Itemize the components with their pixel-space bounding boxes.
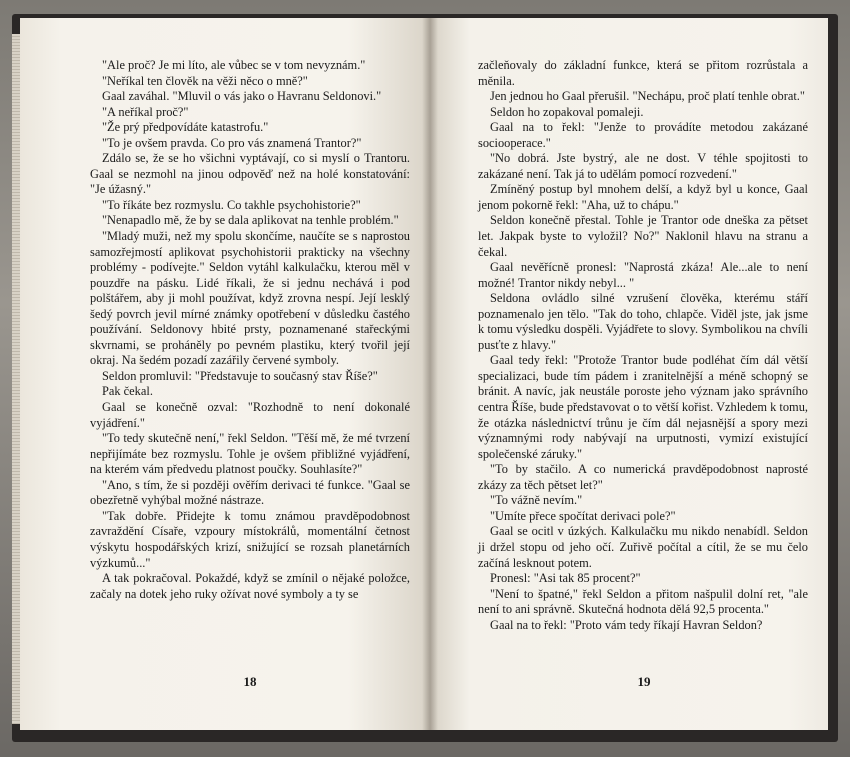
paragraph: Gaal se ocitl v úzkých. Kalkulačku mu nikdo nenabídl. Seldon ji držel stopu od jeho očí. Zuřivě počítal a cítil, že se mu čelo začíná lesknout potem. (478, 524, 808, 570)
paragraph: "To vážně nevím." (490, 493, 583, 508)
paragraph: "Není to špatné," řekl Seldon a přitom našpulil dolní ret, "ale není to ani správně. Skutečná hodnota dělá 92,5 procenta." (478, 586, 808, 617)
right-page-text (478, 58, 808, 633)
paragraph: "Mladý muži, než my spolu skončíme, naučíte se s naprostou samozřejmostí aplikovat psychohistorii prakticky na všechny problémy - podívejte." Seldon vytáhl kalkulačku, kterou měl v pouzdře na pásku. Lidé říkali, že si jednu nechává i pod polštářem, aby ji mohl používat, když zrovna nespí. Její lesklý šedý povrch jevil mírné známky opotřebení v důsledku častého používání. Seldonovy hbité prsty, poznamenané stařeckými skvrnami, se proháněly po pevném plastiku, který tvořil její okraj. Na šedém pozadí zazářily červené symboly. (90, 229, 410, 368)
paragraph: "Ano, s tím, že si později ověřím derivaci té funkce. "Gaal se obezřetně vyhýbal možné nástraze. (90, 477, 410, 508)
left-page-text (90, 58, 410, 602)
paragraph: "To tedy skutečně není," řekl Seldon. "Těší mě, že mé tvrzení nepřijímáte bez rozmyslu. Tohle je ovšem přibližné vyjádření, na kterém vám předvedu platnost poučky. Souhlasíte?" (90, 431, 410, 477)
paragraph: Gaal nevěřícně pronesl: "Naprostá zkáza! Ale...ale to není možné! Trantor nikdy nebyl... " (478, 260, 808, 290)
paragraph: "Ale proč? Je mi líto, ale vůbec se v tom nevyznám." (102, 58, 366, 72)
paragraph: "Neříkal ten člověk na věži něco o mně?" (102, 73, 308, 88)
paragraph: Gaal zaváhal. "Mluvil o vás jako o Havranu Seldonovi." (102, 89, 382, 104)
page-number-right: 19 (637, 674, 651, 689)
paragraph: Gaal tedy řekl: "Protože Trantor bude podléhat čím dál větší specializaci, bude tím pádem i zranitelnější a méně schopný se bránit. A navíc, jak neustále poroste jeho význam jako správního centra Říše, bude představovat o to větší kořist. Vzhledem k tomu, že otázka následnictví trůnu je čím dál nejasnější a spory mezi významnými rody nabývají na urputnosti, vymizí existující společenské záruky." (478, 353, 808, 461)
left-page (20, 18, 430, 730)
paragraph: Zmíněný postup byl mnohem delší, a když byl u konce, Gaal jenom pokorně řekl: "Aha, už to chápu." (478, 182, 808, 212)
paragraph: Gaal na to řekl: "Proto vám tedy říkají Havran Seldon? (490, 617, 763, 632)
paragraph: "A neříkal proč?" (102, 104, 189, 119)
paragraph: Pak čekal. (102, 384, 153, 399)
paragraph: Pronesl: "Asi tak 85 procent?" (490, 571, 641, 586)
paragraph: Zdálo se, že se ho všichni vyptávají, co si myslí o Trantoru. Gaal se nezmohl na jinou odpověď než na holé konstatování: "Je úžasný." (90, 151, 410, 197)
paragraph: začleňovaly do základní funkce, která se přitom rozrůstala a měnila. (478, 58, 808, 88)
paragraph: "No dobrá. Jste bystrý, ale ne dost. V téhle spojitosti to zakázané není. Tak já to udělám pomocí rozvedení." (478, 151, 808, 181)
page-number-left: 18 (243, 674, 257, 689)
paragraph: Jen jednou ho Gaal přerušil. "Nechápu, proč platí tenhle obrat." (490, 89, 805, 104)
open-book (12, 14, 838, 742)
paragraph: "Tak dobře. Přidejte k tomu známou pravděpodobnost zavraždění Císaře, vzpoury místokrálů, momentální četnost výskytu hospodářských krizí, snižující se rozsah planetárních výzkumů..." (90, 508, 410, 570)
paragraph: Seldon konečně přestal. Tohle je Trantor ode dneška za pětset let. Jakpak byste to vyložil? No?" Naklonil hlavu na stranu a čekal. (478, 213, 808, 259)
paragraph: Seldon promluvil: "Představuje to současný stav Říše?" (102, 368, 378, 383)
paragraph: "Umíte přece spočítat derivaci pole?" (490, 508, 676, 523)
paragraph: "To by stačilo. A co numerická pravděpodobnost naprosté zkázy za těch pětset let?" (478, 462, 808, 492)
paragraph: Seldon ho zopakoval pomaleji. (490, 104, 644, 119)
paragraph: Gaal na to řekl: "Jenže to provádíte metodou zakázané sociooperace." (478, 120, 808, 150)
paragraph: Seldona ovládlo silné vzrušení člověka, kterému stáří poznamenalo jen tělo. "Tak do toho, chlapče. Viděl jste, jak jsme k tomu výsledku dospěli. Vyjádřete to slovy. Symbolikou na chvíli pusťte z hlavy." (478, 291, 808, 352)
paragraph: "To říkáte bez rozmyslu. Co takhle psychohistorie?" (102, 197, 361, 212)
paragraph: Gaal se konečně ozval: "Rozhodně to není dokonalé vyjádření." (90, 400, 410, 430)
paragraph: "Že prý předpovídáte katastrofu." (102, 120, 269, 135)
paragraph: A tak pokračoval. Pokaždé, když se zmínil o nějaké položce, začaly na dotek jeho ruky ožívat nové symboly a ty se (90, 571, 410, 601)
right-page (430, 18, 828, 730)
paragraph: "Nenapadlo mě, že by se dala aplikovat na tenhle problém." (102, 213, 399, 228)
paragraph: "To je ovšem pravda. Co pro vás znamená Trantor?" (102, 135, 362, 150)
book-gutter (422, 18, 438, 730)
